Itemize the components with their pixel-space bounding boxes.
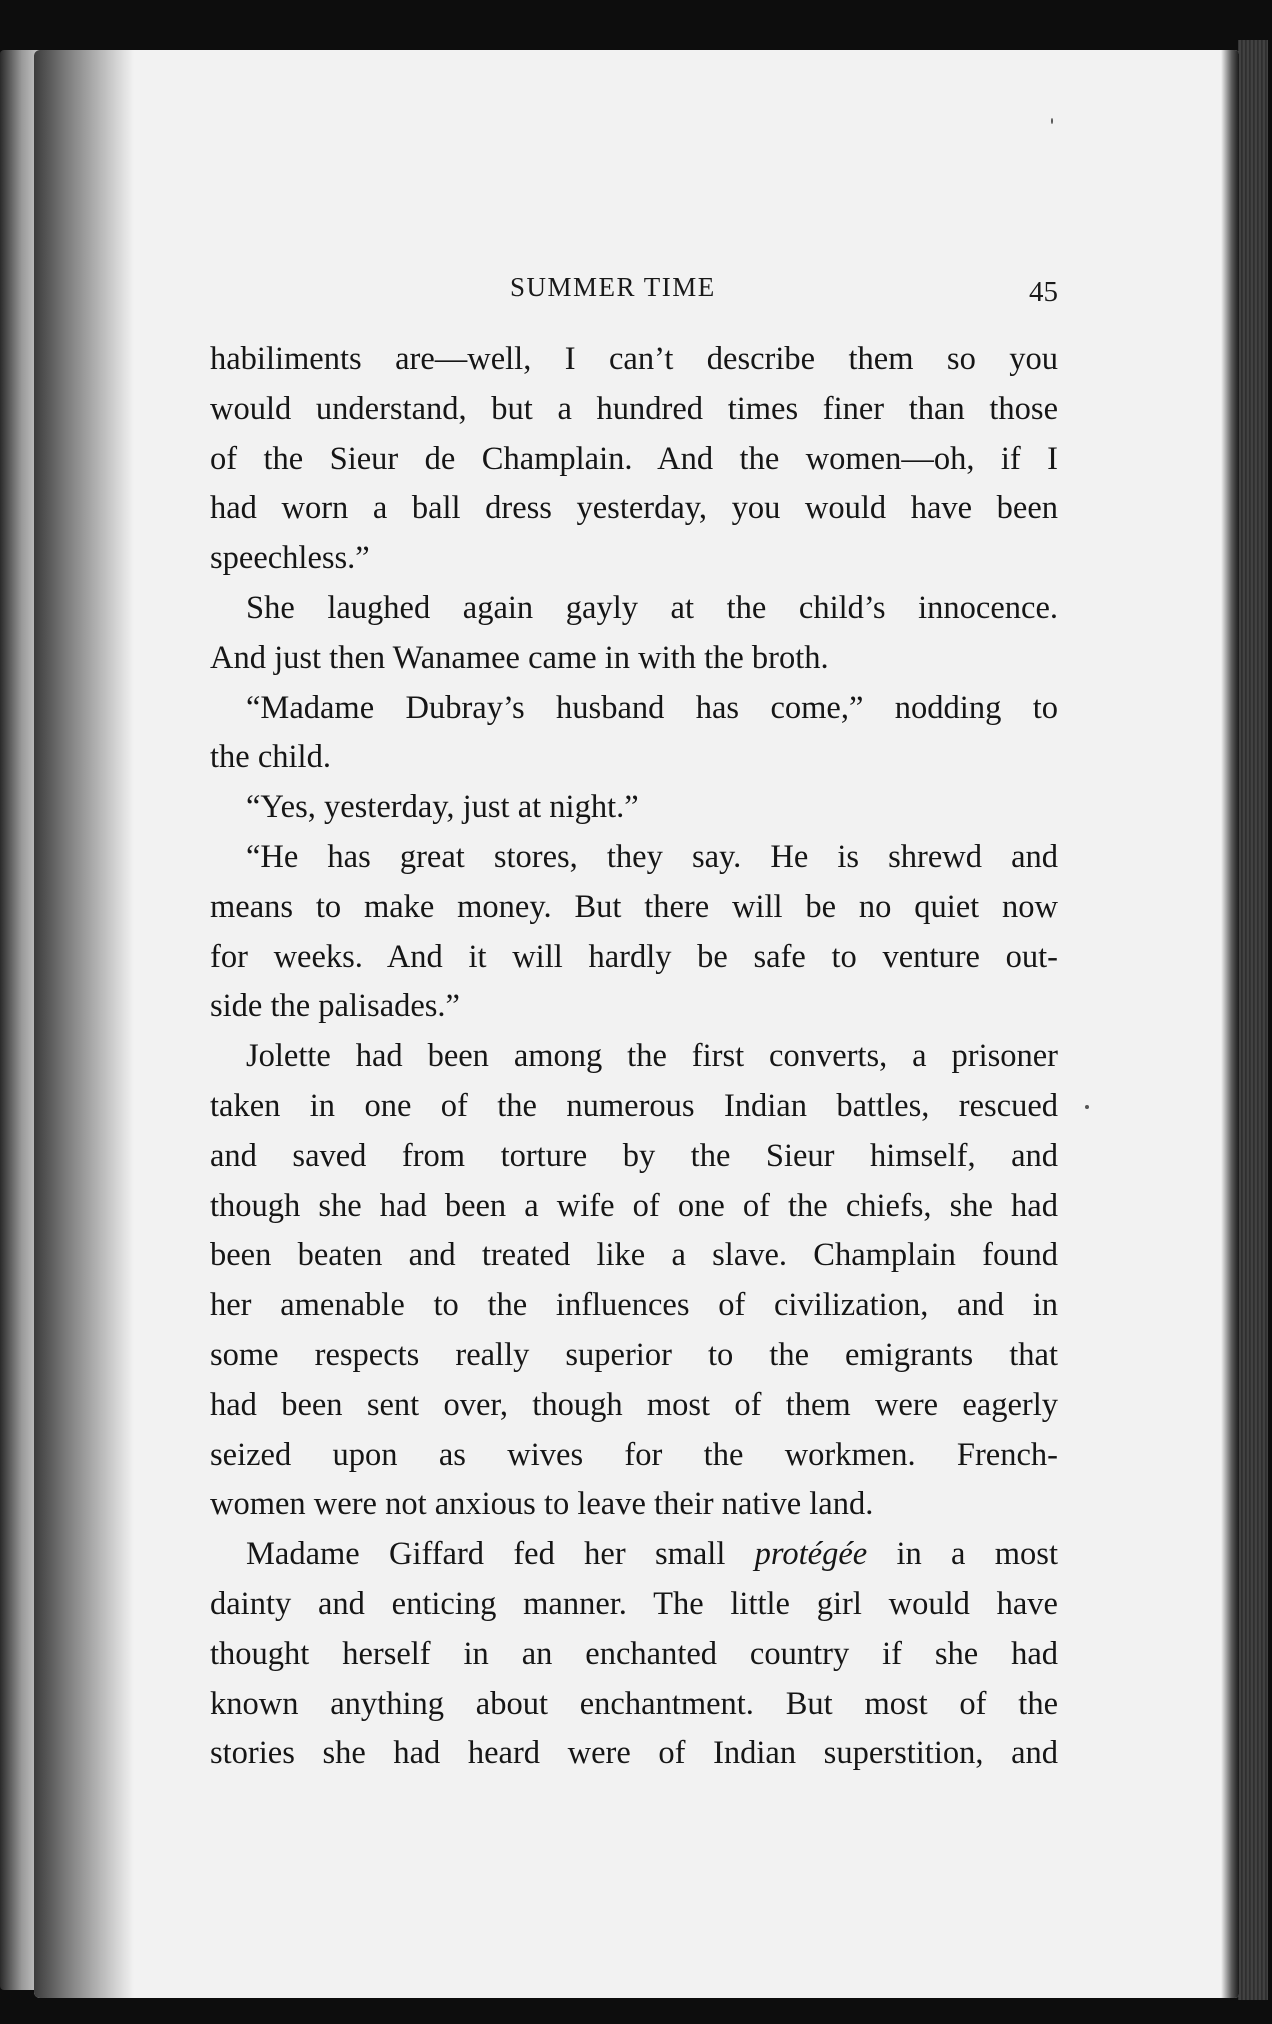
text-line: side the palisades.” (210, 988, 460, 1025)
text-line: women were not anxious to leave their native land. (210, 1486, 874, 1523)
page-number: 45 (1029, 276, 1058, 308)
text-line: some respects really superior to the emigrants that (210, 1336, 1058, 1373)
text-line: “He has great stores, they say. He is shrewd and (246, 838, 1058, 875)
body-text (210, 335, 1058, 1779)
text-line: had worn a ball dress yesterday, you would have been (210, 490, 1058, 527)
text-line: stories she had heard were of Indian superstition, and (210, 1735, 1058, 1772)
text-line: thought herself in an enchanted country if she had (210, 1635, 1058, 1672)
text-line: the child. (210, 739, 331, 776)
text-line: known anything about enchantment. But most of the (210, 1685, 1058, 1722)
text-line: And just then Wanamee came in with the broth. (210, 639, 829, 676)
text-segment: Madame Giffard fed her small (246, 1536, 755, 1573)
italic-word: protégée (754, 1536, 868, 1573)
text-line: though she had been a wife of one of the chiefs, she had (210, 1187, 1058, 1224)
dust-speck (1051, 118, 1053, 124)
text-line: “Madame Dubray’s husband has come,” nodding to (246, 689, 1058, 726)
fore-edge (1238, 40, 1268, 2000)
gutter-shadow (34, 50, 134, 1998)
text-line: had been sent over, though most of them were eagerly (210, 1386, 1058, 1423)
text-line: dainty and enticing manner. The little girl would have (210, 1585, 1058, 1622)
running-head (210, 272, 1058, 312)
text-line: been beaten and treated like a slave. Champlain found (210, 1237, 1058, 1274)
text-segment: in a most (867, 1536, 1058, 1573)
text-line: She laughed again gayly at the child’s innocence. (246, 589, 1058, 626)
text-line: and saved from torture by the Sieur himself, and (210, 1137, 1058, 1174)
text-line: habiliments are—well, I can’t describe them so you (210, 341, 1058, 377)
text-line: means to make money. But there will be no quiet now (210, 888, 1058, 925)
text-line: would understand, but a hundred times finer than those (210, 390, 1058, 427)
dust-speck (1085, 1105, 1089, 1109)
text-line: “Yes, yesterday, just at night.” (246, 789, 639, 826)
text-line: speechless.” (210, 540, 370, 577)
page-right-edge (1221, 50, 1239, 1998)
page (34, 50, 1239, 1998)
text-line: of the Sieur de Champlain. And the women—oh, if I (210, 440, 1058, 477)
text-line: taken in one of the numerous Indian battles, rescued (210, 1087, 1058, 1124)
text-line: her amenable to the influences of civilization, and in (210, 1287, 1058, 1324)
running-title: SUMMER TIME (510, 272, 716, 302)
text-line: seized upon as wives for the workmen. French- (210, 1436, 1058, 1473)
text-line (210, 1530, 1058, 1580)
text-line: for weeks. And it will hardly be safe to venture out- (210, 938, 1058, 975)
text-line: Jolette had been among the first converts, a prisoner (246, 1038, 1058, 1075)
